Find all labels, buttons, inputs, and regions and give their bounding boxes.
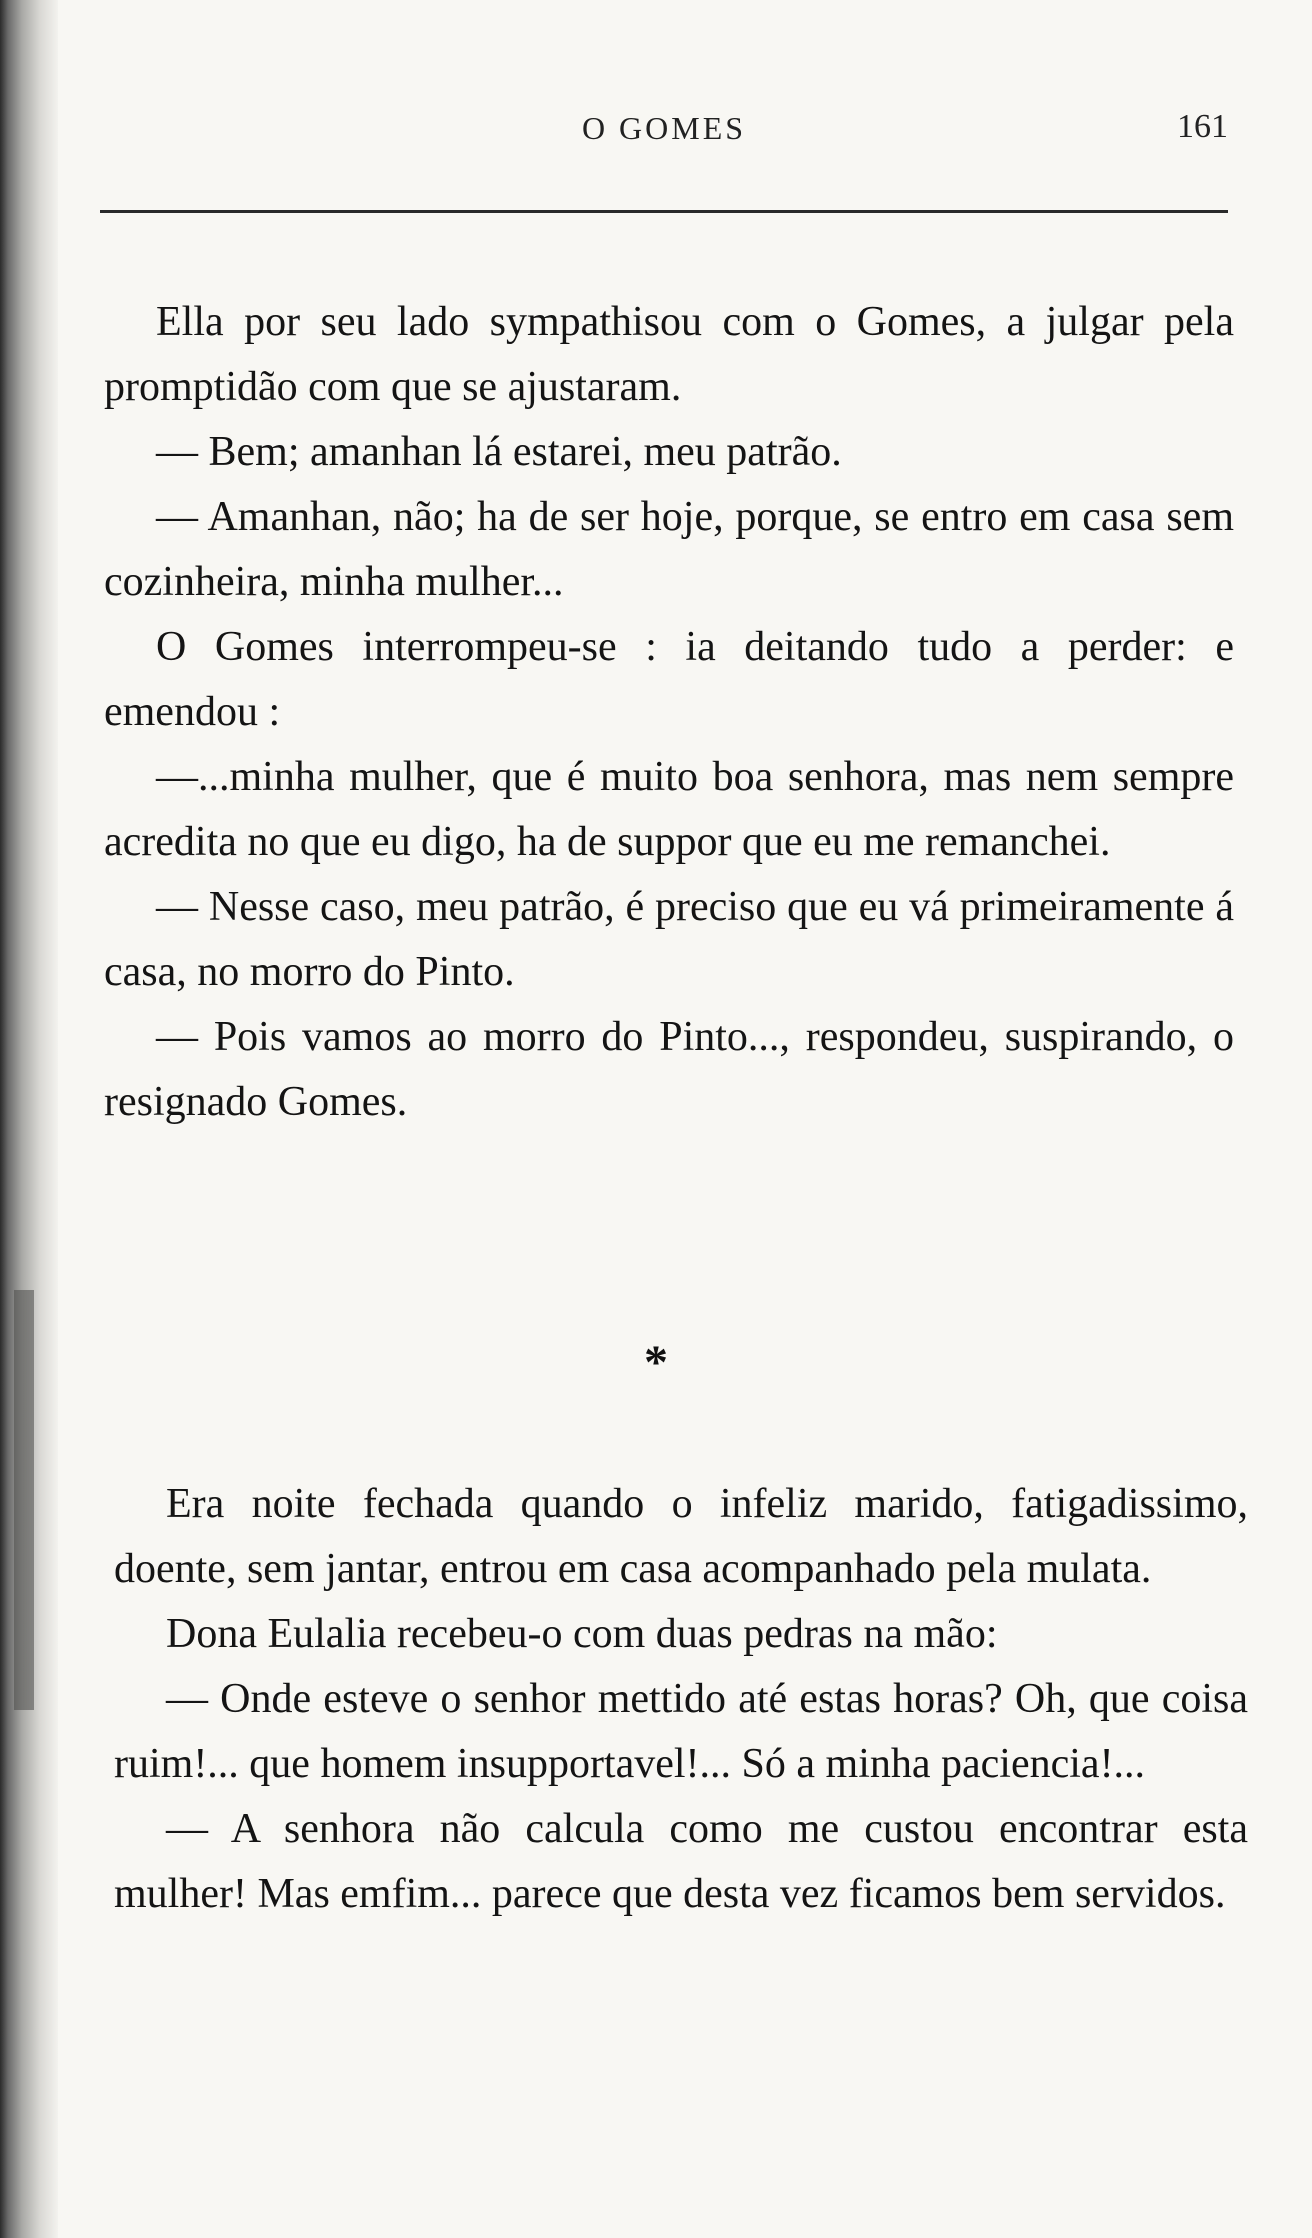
paragraph: O Gomes interrompeu-se : ia deitando tudo a perder: e emendou : <box>104 624 1234 735</box>
running-head: O GOMES <box>581 110 747 146</box>
section-separator-asterisk: * <box>644 1336 668 1389</box>
text-section-2 <box>114 1472 1248 1927</box>
binding-shadow <box>0 0 58 2238</box>
page-number: 161 <box>1177 108 1228 145</box>
paragraph: —...minha mulher, que é muito boa senhora, mas nem sempre acredita no que eu digo, ha de suppor que eu me remanchei. <box>104 754 1234 865</box>
paragraph: — A senhora não calcula como me custou encontrar esta mulher! Mas emfim... parece que desta vez ficamos bem servidos. <box>114 1806 1248 1917</box>
text-section-1 <box>104 290 1234 1135</box>
paragraph: Ella por seu lado sympathisou com o Gomes, a julgar pela promptidão com que se ajustaram. <box>104 299 1234 410</box>
header-rule <box>100 210 1228 213</box>
page-header <box>100 100 1228 160</box>
paragraph: — Pois vamos ao morro do Pinto..., respondeu, suspirando, o resignado Gomes. <box>104 1014 1234 1125</box>
paragraph: Dona Eulalia recebeu-o com duas pedras na mão: <box>166 1611 998 1657</box>
paragraph: — Nesse caso, meu patrão, é preciso que eu vá primeiramente á casa, no morro do Pinto. <box>104 884 1234 995</box>
paragraph: — Onde esteve o senhor mettido até estas horas? Oh, que coisa ruim!... que homem insupportavel!... Só a minha paciencia!... <box>114 1676 1248 1787</box>
paragraph: Era noite fechada quando o infeliz marido, fatigadissimo, doente, sem jantar, entrou em casa acompanhado pela mulata. <box>114 1481 1248 1592</box>
paragraph: — Bem; amanhan lá estarei, meu patrão. <box>156 429 842 475</box>
paragraph: — Amanhan, não; ha de ser hoje, porque, se entro em casa sem cozinheira, minha mulher... <box>104 494 1234 605</box>
